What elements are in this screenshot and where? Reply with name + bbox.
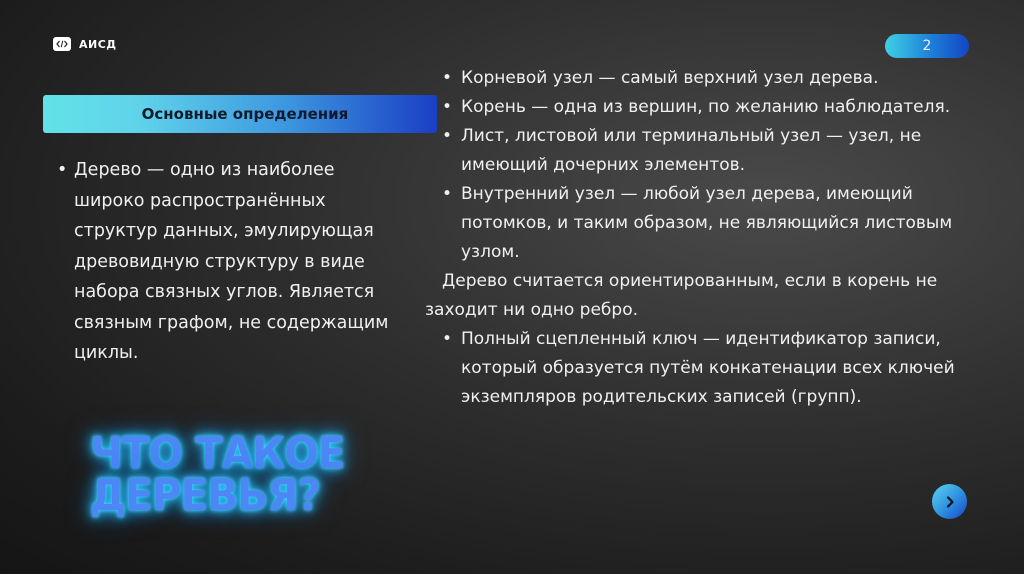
page-number: 2 [922, 38, 932, 54]
brand-label: АИСД [79, 37, 117, 51]
terms-list [425, 64, 985, 267]
slide-heading [90, 428, 366, 521]
term-item: • Лист, листовой или терминальный узел — узел, не имеющий дочерних элементов. [425, 122, 985, 180]
section-title: Основные определения [141, 105, 349, 123]
term-item: • Корень — одна из вершин, по желанию наблюдателя. [425, 93, 985, 122]
brand [53, 37, 117, 51]
next-slide-button[interactable] [932, 484, 967, 519]
oriented-tree-note: Дерево считается ориентированным, если в корень не заходит ни одно ребро. [425, 271, 938, 320]
terms-list-continued [425, 325, 985, 412]
term-item: • Внутренний узел — любой узел дерева, имеющий потомков, и таким образом, не являющийся листовым узлом. [425, 180, 985, 267]
definition-item: • Дерево — одно из наиболее широко распространённых структур данных, эмулирующая древовидную структуру в виде набора связных углов. Является связным графом, не содержащим циклы. [57, 155, 402, 369]
page-number-badge [885, 34, 969, 58]
chevron-right-icon [943, 495, 957, 509]
term-item: • Полный сцепленный ключ — идентификатор записи, который образуется путём конкатенации всех ключей экземпляров родительских записей (групп). [425, 325, 985, 412]
section-title-bar [43, 95, 437, 133]
term-item: • Корневой узел — самый верхний узел дерева. [425, 64, 985, 93]
code-icon [53, 37, 71, 51]
definition-list [57, 155, 402, 369]
slide-heading-line1: ЧТО ТАКОЕ [90, 428, 345, 479]
terms-column [425, 64, 985, 412]
slide-heading-line2: ДЕРЕВЬЯ? [90, 470, 321, 521]
